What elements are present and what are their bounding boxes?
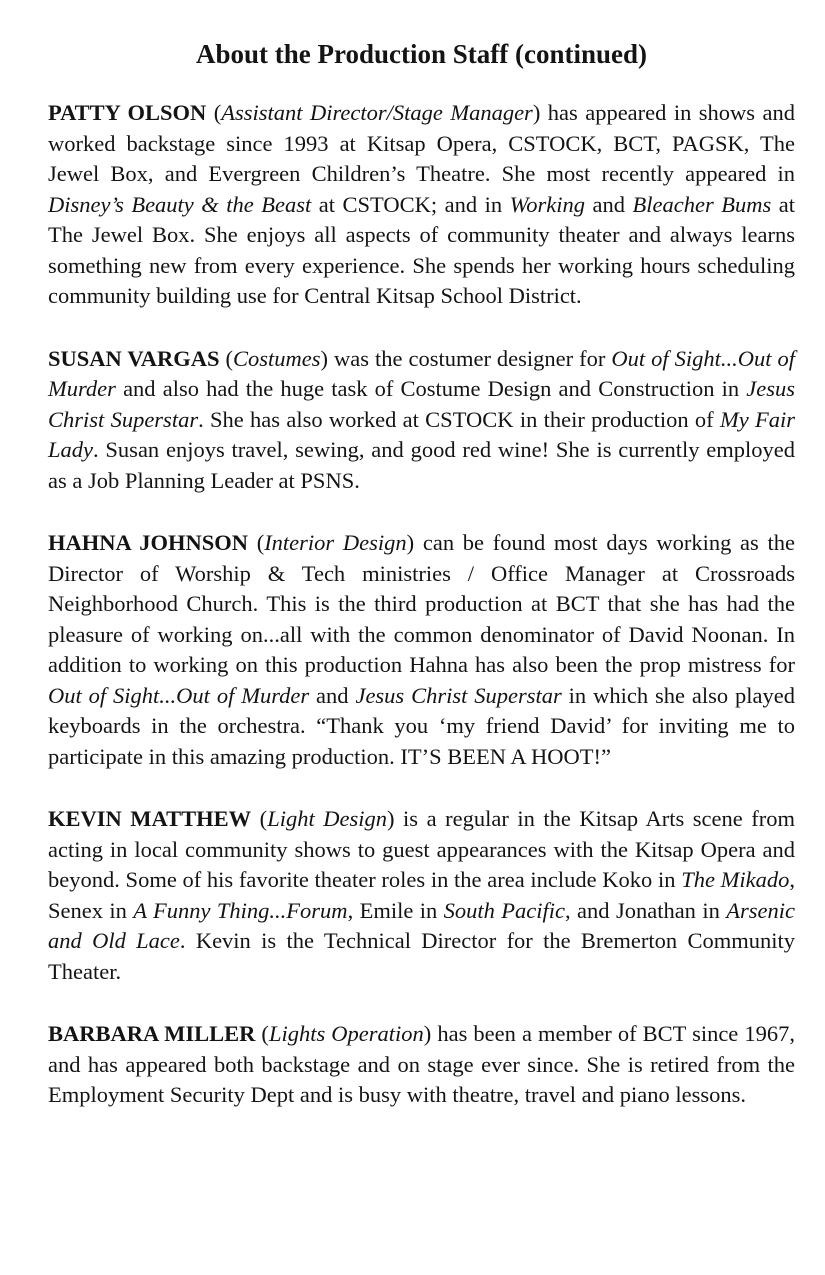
bio-role: Assistant Director/Stage Manager xyxy=(221,100,533,125)
bio-text: . Kevin is the Technical Director for the Bremerton Community Theater. xyxy=(48,928,795,984)
bio-text: and xyxy=(585,191,633,217)
bio-name: HAHNA JOHNSON xyxy=(48,530,248,555)
bio-text: is a regular in the Kitsap Arts scene from acting in local community shows to guest appearances with the Kitsap Opera and beyond. Some of his favorite theater roles in the area include Koko in xyxy=(48,806,795,892)
bio-text: was the costumer designer for xyxy=(328,345,612,371)
bio-text: , Senex in xyxy=(48,867,796,923)
bio-paragraph: HAHNA JOHNSON (Interior Design) can be found most days working as the Director of Worship & Tech ministries / Office Manager at Crossroads Neighborhood Church. This is the third production at BCT that she has had the pleasure of working on...all with the common denominator of David Noonan. In addition to working on this production Hahna has also been the prop mistress for Out of Sight...Out of Murder and Jesus Christ Superstar in which she also played keyboards in the orchestra. “Thank you ‘my friend David’ for inviting me to participate in this amazing production. IT’S BEEN A HOOT!” xyxy=(48,530,795,769)
bio-text: . Susan enjoys travel, sewing, and good red wine! She is currently employed as a Job Planning Leader at PSNS. xyxy=(48,437,795,493)
production-title: Out of Sight...Out of Murder xyxy=(48,345,796,401)
bio-paragraph: BARBARA MILLER (Lights Operation) has been a member of BCT since 1967, and has appeared both backstage and on stage ever since. She is retired from the Employment Security Dept and is busy with theatre, travel and piano lessons. xyxy=(48,1021,795,1107)
production-title: Disney’s Beauty & the Beast xyxy=(48,191,312,217)
bio-text: , Emile in xyxy=(347,897,444,923)
production-title: Jesus Christ Superstar xyxy=(355,682,562,708)
production-title: My Fair Lady xyxy=(48,406,795,462)
bio-role: Interior Design xyxy=(264,530,407,555)
bio-text: , and Jonathan in xyxy=(565,897,727,923)
bio-paragraph: PATTY OLSON (Assistant Director/Stage Manager) has appeared in shows and worked backstage since 1993 at Kitsap Opera, CSTOCK, BCT, PAGSK, The Jewel Box, and Evergreen Children’s Theatre. She most recently appeared in Disney’s Beauty & the Beast at CSTOCK; and in Working and Bleacher Bums at The Jewel Box. She enjoys all aspects of community theater and always learns something new from every experience. She spends her working hours scheduling community building use for Central Kitsap School District. xyxy=(48,100,795,308)
production-title: Arsenic and Old Lace xyxy=(48,897,795,953)
production-title: Out of Sight...Out of Murder xyxy=(48,682,310,708)
bio-role: Light Design xyxy=(267,806,387,831)
production-title: Working xyxy=(509,191,586,217)
production-title: Bleacher Bums xyxy=(632,191,772,217)
production-title: Jesus Christ Superstar xyxy=(48,376,795,432)
bio-name: SUSAN VARGAS xyxy=(48,345,220,371)
bio-text: . She has also worked at CSTOCK in their production of xyxy=(198,406,720,432)
bio-text: and also had the huge task of Costume Design and Construction in xyxy=(115,376,747,401)
page-title: About the Production Staff (continued) xyxy=(195,39,648,69)
production-title: A Funny Thing...Forum xyxy=(133,897,348,923)
bio-role: Costumes xyxy=(232,345,321,371)
bio-paragraph: KEVIN MATTHEW (Light Design) is a regular in the Kitsap Arts scene from acting in local community shows to guest appearances with the Kitsap Opera and beyond. Some of his favorite theater roles in the area include Koko in The Mikado, Senex in A Funny Thing...Forum, Emile in South Pacific, and Jonathan in Arsenic and Old Lace. Kevin is the Technical Director for the Bremerton Community Theater. xyxy=(48,806,796,984)
bio-text: in which she also played keyboards in the orchestra. “Thank you ‘my friend David’ for inviting me to participate in this amazing production. IT’S BEEN A HOOT!” xyxy=(48,682,795,769)
bio-text: and xyxy=(309,682,356,708)
bio-text: has been a member of BCT since 1967, and has appeared both backstage and on stage ever since. She is retired from the Employment Security Dept and is busy with theatre, travel and piano lessons. xyxy=(48,1021,795,1107)
bio-name: BARBARA MILLER xyxy=(48,1021,256,1046)
production-title: South Pacific xyxy=(443,897,566,923)
bio-name: KEVIN MATTHEW xyxy=(48,806,252,831)
bio-text: can be found most days working as the Director of Worship & Tech ministries / Office Manager at Crossroads Neighborhood Church. This is the third production at BCT that she has had the pleasure of working on...all with the common denominator of David Noonan. In addition to working on this production Hahna has also been the prop mistress for xyxy=(48,530,795,677)
bio-text: at The Jewel Box. She enjoys all aspects of community theater and always learns something new from every experience. She spends her working hours scheduling community building use for Central Kitsap School District. xyxy=(48,191,795,308)
production-title: The Mikado xyxy=(681,867,790,892)
bio-list xyxy=(48,98,795,1111)
bio-paragraph: SUSAN VARGAS (Costumes) was the costumer designer for Out of Sight...Out of Murder and also had the huge task of Costume Design and Construction in Jesus Christ Superstar. She has also worked at CSTOCK in their production of My Fair Lady. Susan enjoys travel, sewing, and good red wine! She is currently employed as a Job Planning Leader at PSNS. xyxy=(48,345,796,493)
bio-text: at CSTOCK; and in xyxy=(311,191,510,217)
bio-name: PATTY OLSON xyxy=(48,100,207,125)
bio-text: has appeared in shows and worked backstage since 1993 at Kitsap Opera, CSTOCK, BCT, PAGSK, The Jewel Box, and Evergreen Children’s Theatre. She most recently appeared in xyxy=(48,100,795,186)
bio-role: Lights Operation xyxy=(268,1021,424,1046)
